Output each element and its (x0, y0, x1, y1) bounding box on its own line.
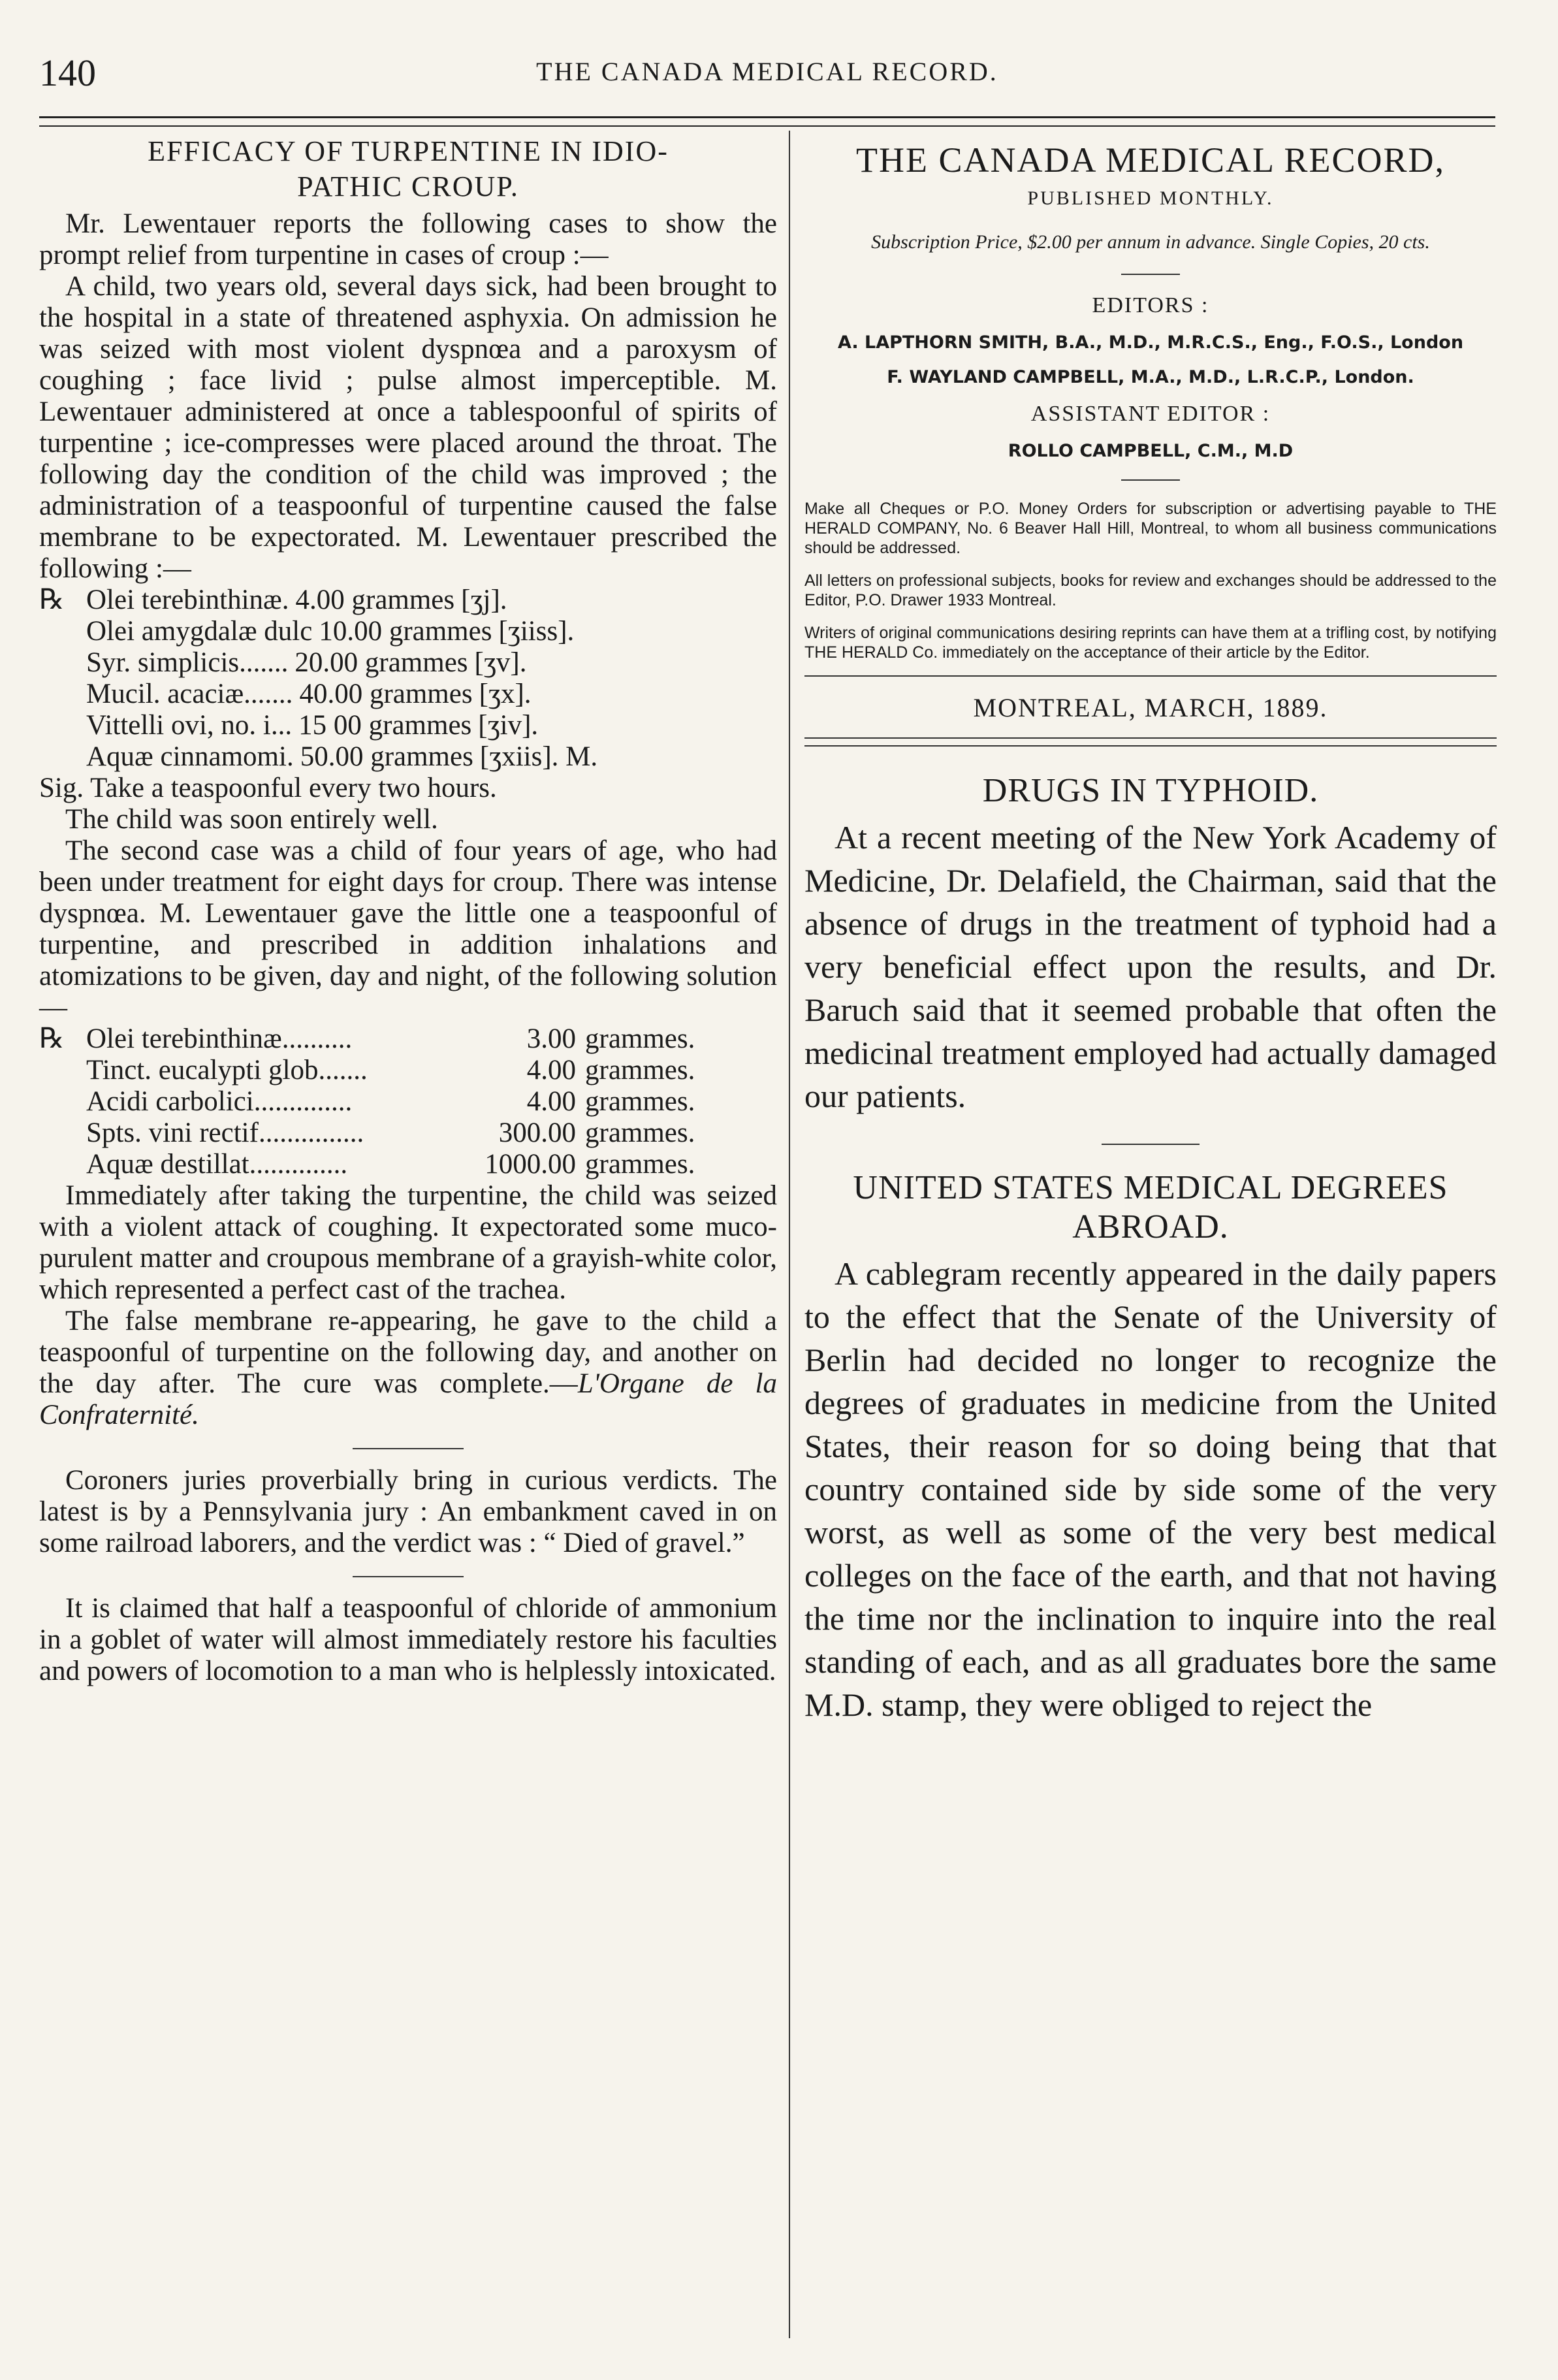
ingredient-measure: grammes. (585, 1055, 695, 1085)
section-rule (353, 1448, 464, 1449)
ingredient-measure: grammes. (585, 1149, 695, 1180)
article-paragraph: The second case was a child of four years of age, who had been under treatment for eight days for croup. There was intense dyspnœa. M. Lewentauer gave the little one a teaspoonful of turpentine, and prescribed in addition inhalations and atomizations to be given, day and night, of the following solution — (39, 835, 777, 1023)
ingredient-amount: 15 00 grammes (298, 710, 472, 741)
prescription-line (39, 585, 777, 616)
recipe-symbol: ℞ (39, 585, 65, 615)
running-header (39, 51, 1495, 110)
notice-letters: All letters on professional subjects, books for review and exchanges should be addressed to the Editor, P.O. Drawer 1933 Montreal. (804, 571, 1497, 609)
ingredient-name: Spts. vini rectif............... (86, 1118, 364, 1148)
ingredient-measure: [ʒxiis]. M. (479, 741, 598, 772)
left-column (39, 134, 777, 1687)
prescription-line (39, 1086, 777, 1118)
running-head-title: THE CANADA MEDICAL RECORD. (536, 57, 998, 86)
prescription-line (39, 679, 777, 710)
article-title-degrees (804, 1168, 1497, 1247)
ingredient-name: Mucil. acaciæ....... (86, 679, 293, 709)
ingredient-measure: grammes. (585, 1023, 695, 1054)
ingredient-measure: grammes. (585, 1086, 695, 1117)
article-title-line-2: ABROAD. (1072, 1208, 1229, 1246)
column-divider (789, 131, 790, 2338)
article-paragraph: A child, two years old, several days sick, had been brought to the hospital in a state of threatened asphyxia. On admission he was seized with most violent dyspnœa and a paroxysm of coughing ; face livid ; pulse almost imperceptible. M. Lewentauer administered at once a tablespoonful of spirits of turpentine ; ice-compresses were placed around the throat. The following day the condition of the child was improved ; the administration of a teaspoonful of turpentine caused the false membrane to be expectorated. M. Lewentauer prescribed the following :— (39, 271, 777, 584)
article-body-degrees: A cablegram recently appeared in the daily papers to the effect that the Senate of the University of Berlin had decided no longer to recognize the degrees of graduates in medicine from the United States, their reason for so doing being that that country contained side by side some of the very worst, as well as some of the very best medical colleges on the face of the earth, and that not having the time nor the inclination to inquire into the real standing of each, and as all graduates bore the same M.D. stamp, they were obliged to reject the (804, 1255, 1497, 1723)
prescription-line (39, 1055, 777, 1086)
ingredient-name: Tinct. eucalypti glob....... (86, 1055, 368, 1085)
editor-name: F. WAYLAND CAMPBELL, M.A., M.D., L.R.C.P., London. (887, 367, 1414, 387)
article-title-line-2: PATHIC CROUP. (297, 170, 519, 202)
ingredient-amount: 4.00 (526, 1055, 576, 1085)
article-paragraph (39, 1306, 777, 1431)
ingredient-measure: [ʒx]. (479, 679, 532, 709)
ingredient-name: Aquæ destillat.............. (86, 1149, 348, 1180)
article-paragraph: Mr. Lewentauer reports the following cases to show the prompt relief from turpentine in cases of croup :— (39, 208, 777, 270)
prescription-line (39, 741, 777, 773)
page-number: 140 (39, 52, 96, 94)
ingredient-measure: [ʒv]. (474, 647, 527, 678)
ingredient-amount: 300.00 (498, 1118, 576, 1148)
header-rule-secondary (39, 125, 1495, 127)
ingredient-amount: 10.00 grammes (319, 616, 492, 647)
assistant-editor-name: ROLLO CAMPBELL, C.M., M.D (1008, 441, 1294, 461)
prescription-line (39, 1118, 777, 1149)
ingredient-measure: [ʒj]. (461, 585, 507, 615)
ingredient-measure: [ʒiv]. (478, 710, 539, 741)
prescription-line (39, 1149, 777, 1180)
article-title-turpentine (39, 134, 777, 204)
dateline: MONTREAL, MARCH, 1889. (973, 693, 1328, 722)
source-citation: L'Organe de la Confraternité. (39, 1368, 777, 1430)
dateline-rule (804, 675, 1497, 677)
masthead-published: PUBLISHED MONTHLY. (1027, 187, 1274, 209)
prescription-1 (39, 585, 777, 773)
news-item-coroners: Coroners juries proverbially bring in curious verdicts. The latest is by a Pennsylvania jury : An embankment caved in on some railroad laborers, and the verdict was : “ Died of gravel.” (39, 1465, 777, 1558)
article-paragraph: Immediately after taking the turpentine, the child was seized with a violent attack of coughing. It expectorated some muco-purulent matter and croupous membrane of a grayish-white color, which represented a perfect cast of the trachea. (39, 1180, 777, 1305)
ingredient-amount: 4.00 (526, 1086, 576, 1117)
article-body-typhoid: At a recent meeting of the New York Academy of Medicine, Dr. Delafield, the Chairman, said that the absence of drugs in the treatment of typhoid had a very beneficial effect upon the results, and Dr. Baruch said that it seemed probable that often the medicinal treatment employed had actually damaged our patients. (804, 819, 1497, 1114)
ingredient-name: Olei amygdalæ dulc (86, 616, 313, 647)
prescription-line (39, 616, 777, 647)
editors-heading: EDITORS : (1092, 293, 1209, 317)
masthead-subscription: Subscription Price, $2.00 per annum in advance. Single Copies, 20 cts. (871, 231, 1430, 253)
prescription-2 (39, 1023, 777, 1180)
paragraph-text: The false membrane re-appearing, he gave to the child a teaspoonful of turpentine on the following day, and another on the day after. The cure was complete.— (39, 1306, 777, 1399)
ingredient-measure: grammes. (585, 1118, 695, 1148)
ingredient-amount: 1000.00 (485, 1149, 576, 1180)
article-title-line-1: UNITED STATES MEDICAL DEGREES (853, 1169, 1448, 1206)
article-title-line-1: EFFICACY OF TURPENTINE IN IDIO- (148, 135, 669, 167)
assistant-editor-heading: ASSISTANT EDITOR : (1030, 402, 1271, 426)
ingredient-amount: 3.00 (526, 1023, 576, 1054)
news-item-ammonium: It is claimed that half a teaspoonful of chloride of ammonium in a goblet of water will almost immediately restore his faculties and powers of locomotion to a man who is helplessly intoxicated. (39, 1593, 777, 1686)
section-rule (353, 1576, 464, 1577)
masthead-title: THE CANADA MEDICAL RECORD, (856, 140, 1445, 180)
right-column (804, 134, 1497, 1726)
ingredient-name: Syr. simplicis....... (86, 647, 289, 678)
ingredient-measure: [ʒiiss]. (498, 616, 575, 647)
section-rule (1102, 1144, 1200, 1145)
ingredient-name: Olei terebinthinæ. (86, 585, 289, 615)
ingredient-amount: 4.00 grammes (295, 585, 455, 615)
editor-name: A. LAPTHORN SMITH, B.A., M.D., M.R.C.S., Eng., F.O.S., London (837, 332, 1464, 353)
ingredient-name: Acidi carbolici.............. (86, 1086, 353, 1117)
prescription-signa: Sig. Take a teaspoonful every two hours. (39, 773, 497, 803)
ingredient-amount: 40.00 grammes (299, 679, 473, 709)
prescription-line (39, 710, 777, 741)
prescription-line (39, 1023, 777, 1055)
ingredient-amount: 20.00 grammes (294, 647, 468, 678)
masthead-rule (1121, 479, 1180, 481)
prescription-line (39, 647, 777, 679)
recipe-symbol: ℞ (39, 1023, 65, 1054)
ingredient-name: Vittelli ovi, no. i... (86, 710, 293, 741)
masthead-rule (1121, 274, 1180, 275)
article-paragraph: The child was soon entirely well. (65, 804, 438, 835)
ingredient-name: Aquæ cinnamomi. (86, 741, 294, 772)
ingredient-amount: 50.00 grammes (300, 741, 473, 772)
ingredient-name: Olei terebinthinæ.......... (86, 1023, 353, 1054)
dateline-double-rule (804, 737, 1497, 747)
notice-payments: Make all Cheques or P.O. Money Orders for subscription or advertising payable to THE HERALD COMPANY, No. 6 Beaver Hall Hill, Montreal, to whom all business communications should be addressed. (804, 500, 1497, 557)
header-rule (39, 116, 1495, 118)
article-title-typhoid: DRUGS IN TYPHOID. (982, 772, 1319, 809)
notice-reprints: Writers of original communications desiring reprints can have them at a trifling cost, by notifying THE HERALD Co. immediately on the acceptance of their article by the Editor. (804, 624, 1497, 662)
